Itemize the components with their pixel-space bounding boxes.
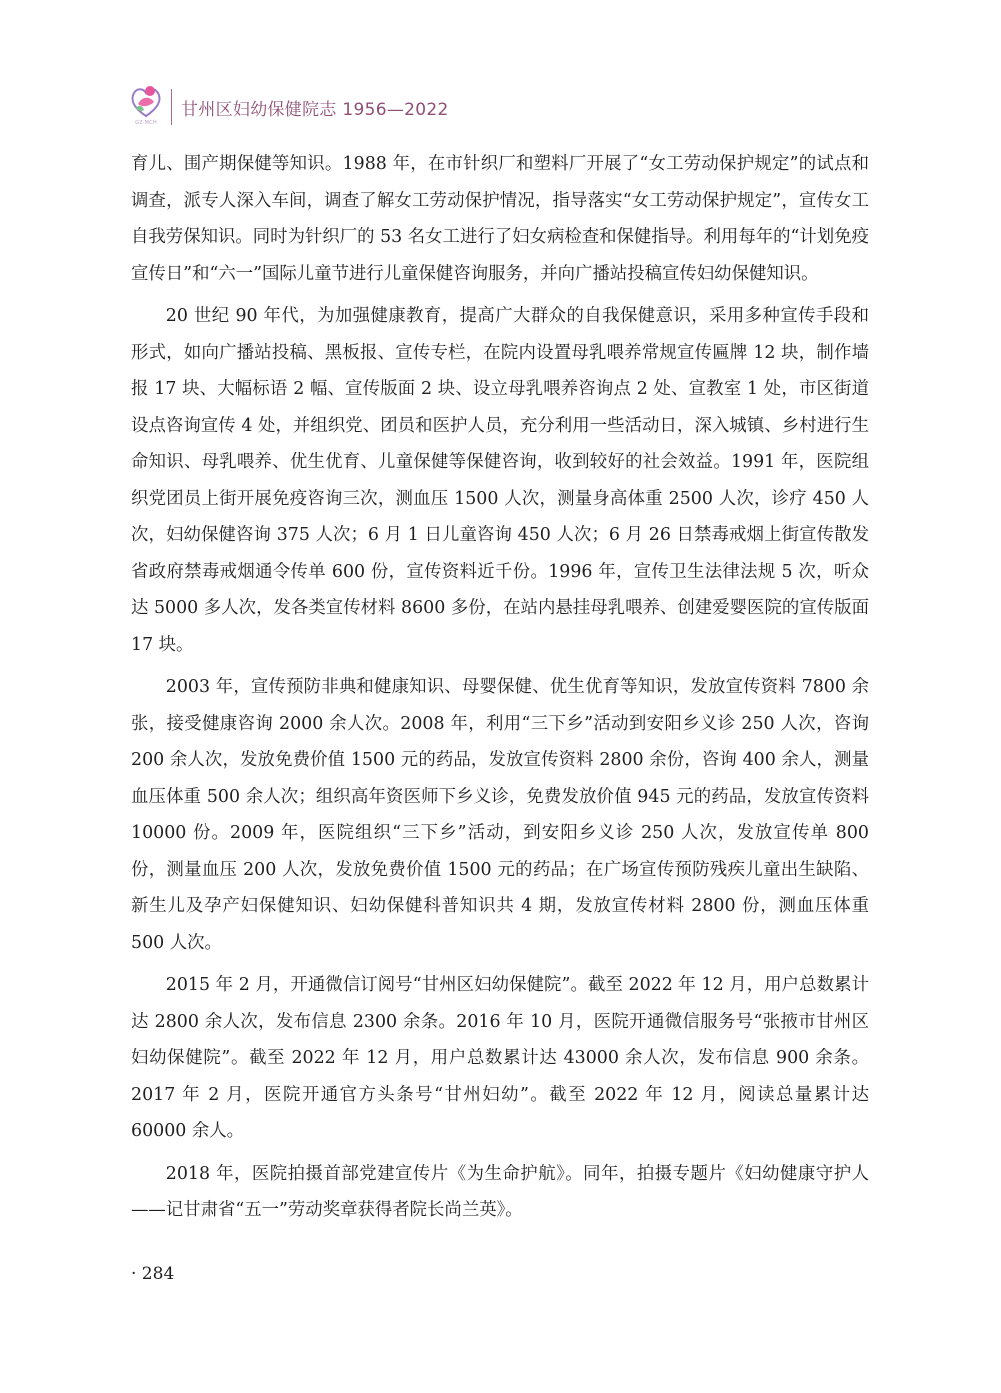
page-number: · 284 [131,1264,175,1284]
paragraph-2018: 2018 年，医院拍摄首部党建宣传片《为生命护航》。同年，拍摄专题片《妇幼健康守护人——记甘肃省“五一”劳动奖章获得者院长尚兰英》。 [131,1163,869,1220]
paragraph-2003-2009: 2003 年，宣传预防非典和健康知识、母婴保健、优生优育等知识，发放宣传资料 7800 余张，接受健康咨询 2000 余人次。2008 年，利用“三下乡”活动到安阳乡义诊 250 人次，咨询 200 余人次，发放免费价值 1500 元的药品，发放宣传资料 2800 余份，咨询 400 余人，测量血压体重 500 余人次；组织高年资医师下乡义诊，免费发放价值 945 元的药品，发放宣传资料 10000 份。2009 年，医院组织“三下乡”活动，到安阳乡义诊 250 人次，发放宣传单 800 份，测量血压 200 人次，发放免费价值 1500 元的药品；在广场宣传预防残疾儿童出生缺陷、新生儿及孕产妇保健知识、妇幼保健科普知识共 4 期，发放宣传材料 2800 份，测血压体重 500 人次。 [131,677,869,953]
logo-text: GZ·MCH [135,120,157,126]
heart-figure-icon [128,82,164,120]
paragraph-continuation: 育儿、围产期保健等知识。1988 年，在市针织厂和塑料厂开展了“女工劳动保护规定”的试点和调查，派专人深入车间，调查了解女工劳动保护情况，指导落实“女工劳动保护规定”，宣传女工自我劳保知识。同时为针织厂的 53 名女工进行了妇女病检查和保健指导。利用每年的“计划免疫宣传日”和“六一”国际儿童节进行儿童保健咨询服务，并向广播站投稿宣传妇幼保健知识。 [131,154,869,284]
paragraph-2015-2017: 2015 年 2 月，开通微信订阅号“甘州区妇幼保健院”。截至 2022 年 12 月，用户总数累计达 2800 余人次，发布信息 2300 余条。2016 年 10 月，医院开通微信服务号“张掖市甘州区妇幼保健院”。截至 2022 年 12 月，用户总数累计达 43000 余人次，发布信息 900 余条。2017 年 2 月，医院开通官方头条号“甘州妇幼”。截至 2022 年 12 月，阅读总量累计达 60000 余人。 [131,975,869,1141]
body-text [131,146,869,1235]
page-header [128,82,449,132]
header-divider [171,89,172,125]
paragraph-1990s: 20 世纪 90 年代，为加强健康教育，提高广大群众的自我保健意识，采用多种宣传手段和形式，如向广播站投稿、黑板报、宣传专栏，在院内设置母乳喂养常规宣传匾牌 12 块，制作墙报 17 块、大幅标语 2 幅、宣传版面 2 块、设立母乳喂养咨询点 2 处、宣教室 1 处，市区街道设点咨询宣传 4 处，并组织党、团员和医护人员，充分利用一些活动日，深入城镇、乡村进行生命知识、母乳喂养、优生优育、儿童保健等保健咨询，收到较好的社会效益。1991 年，医院组织党团员上街开展免疫咨询三次，测血压 1500 人次，测量身高体重 2500 人次，诊疗 450 人次，妇幼保健咨询 375 人次；6 月 1 日儿童咨询 450 人次；6 月 26 日禁毒戒烟上街宣传散发省政府禁毒戒烟通令传单 600 份，宣传资料近千份。1996 年，宣传卫生法律法规 5 次，听众达 5000 多人次，发各类宣传材料 8600 多份，在站内悬挂母乳喂养、创建爱婴医院的宣传版面 17 块。 [131,306,869,655]
hospital-logo [128,82,164,132]
book-title: 甘州区妇幼保健院志 1956—2022 [181,99,449,120]
